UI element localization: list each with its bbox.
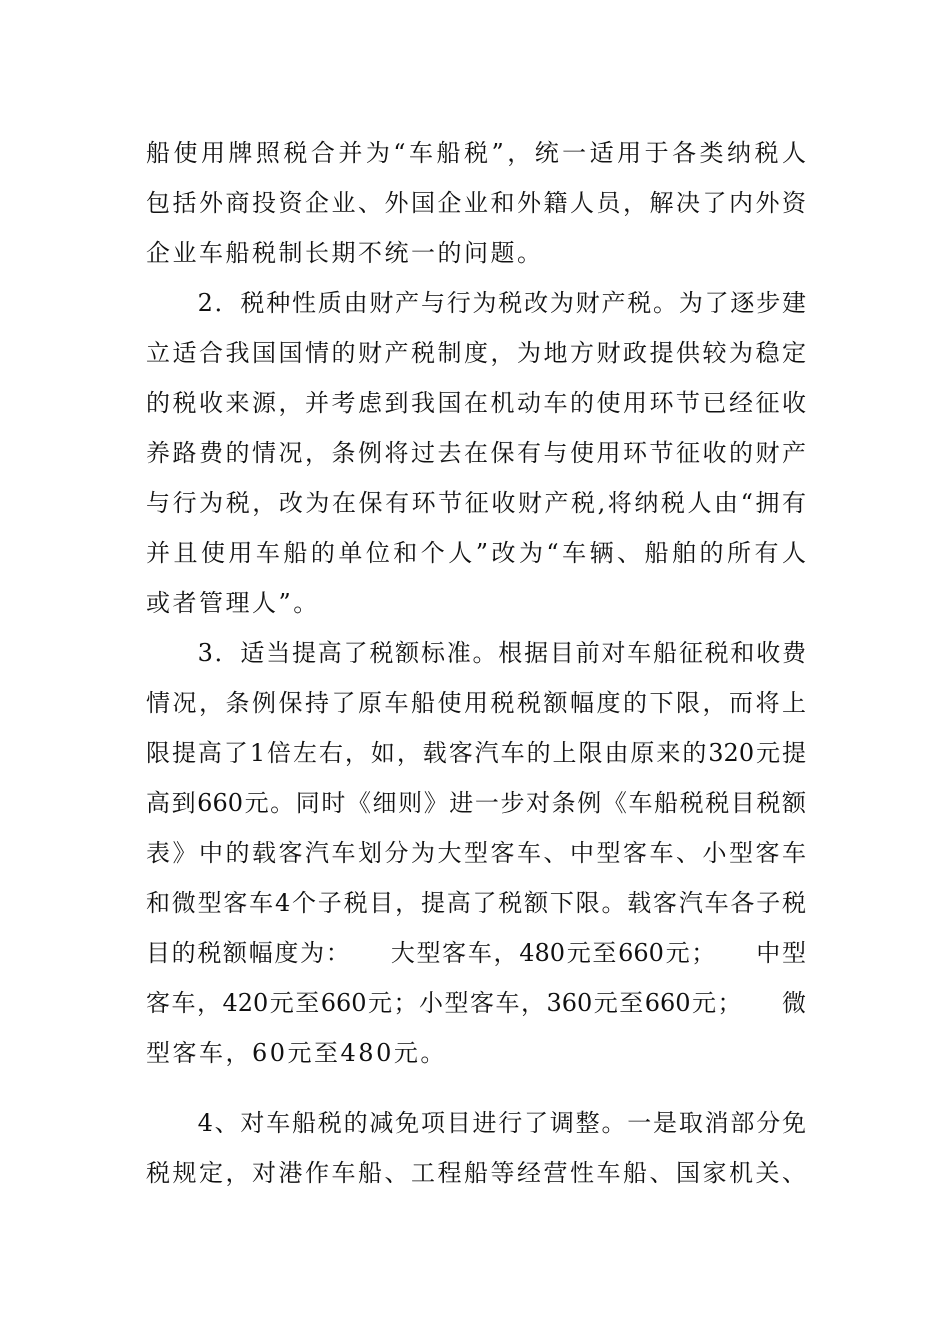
paragraph-line: 或者管理人”。 (146, 589, 320, 617)
paragraph-line: 和微型客车4个子税目，提高了税额下限。载客汽车各子税 (146, 889, 806, 917)
paragraph-line: 目的税额幅度为： 大型客车，480元至660元； 中型 (146, 939, 806, 967)
paragraph-line: 高到660元。同时《细则》进一步对条例《车船税税目税额 (146, 789, 806, 817)
paragraph-line: 限提高了1倍左右，如，载客汽车的上限由原来的320元提 (146, 739, 806, 767)
paragraph-line: 养路费的情况，条例将过去在保有与使用环节征收的财产 (146, 439, 806, 467)
paragraph-line: 的税收来源，并考虑到我国在机动车的使用环节已经征收 (146, 389, 806, 417)
paragraph-line: 客车，420元至660元；小型客车，360元至660元； 微 (146, 989, 806, 1017)
paragraph-line: 税规定，对港作车船、工程船等经营性车船、国家机关、 (146, 1159, 809, 1187)
paragraph-line: 立适合我国国情的财产税制度，为地方财政提供较为稳定 (146, 339, 806, 367)
paragraph-line: 4、对车船税的减免项目进行了调整。一是取消部分免 (146, 1109, 806, 1137)
paragraph-line: 型客车，60元至480元。 (146, 1039, 447, 1067)
paragraph-line: 2．税种性质由财产与行为税改为财产税。为了逐步建 (146, 289, 806, 317)
paragraph-line: 船使用牌照税合并为“车船税”，统一适用于各类纳税人 (146, 139, 806, 167)
paragraph-line: 表》中的载客汽车划分为大型客车、中型客车、小型客车 (146, 839, 806, 867)
paragraph-line: 3．适当提高了税额标准。根据目前对车船征税和收费 (146, 639, 806, 667)
paragraph-line: 企业车船税制长期不统一的问题。 (146, 239, 544, 267)
paragraph-line: 与行为税，改为在保有环节征收财产税,将纳税人由“拥有 (146, 489, 806, 517)
paragraph-line: 包括外商投资企业、外国企业和外籍人员，解决了内外资 (146, 189, 806, 217)
paragraph-line: 并且使用车船的单位和个人”改为“车辆、船舶的所有人 (146, 539, 806, 567)
paragraph-line: 情况，条例保持了原车船使用税税额幅度的下限，而将上 (146, 689, 806, 717)
